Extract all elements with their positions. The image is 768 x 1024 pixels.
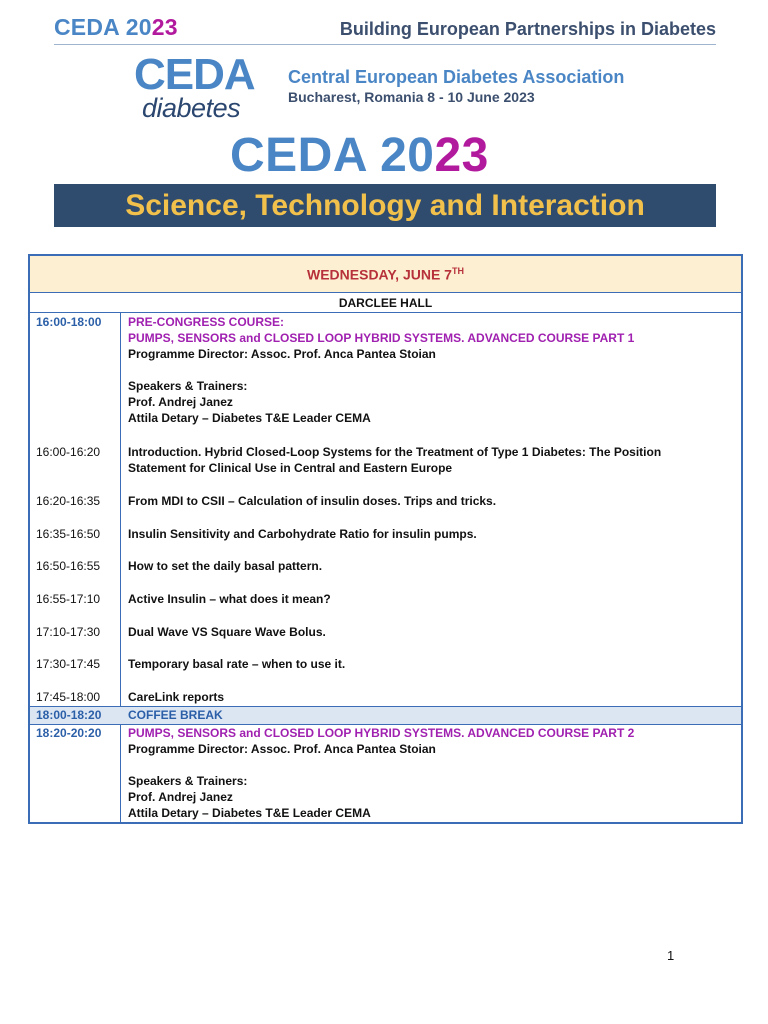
course-2-director: Programme Director: Assoc. Prof. Anca Pantea Stoian	[128, 742, 436, 756]
conference-header-bar	[54, 14, 716, 46]
course-1-speaker-2: Attila Detary – Diabetes T&E Leader CEMA	[128, 411, 371, 425]
session-title: Dual Wave VS Square Wave Bolus.	[128, 625, 326, 639]
course-1-time: 16:00-18:00	[36, 315, 102, 329]
day-text: WEDNESDAY, JUNE 7	[307, 266, 452, 283]
session-time: 16:55-17:10	[36, 592, 101, 606]
session-title: Active Insulin – what does it mean?	[128, 592, 331, 606]
conference-tagline: Building European Partnerships in Diabetes	[339, 19, 716, 39]
association-block	[288, 66, 624, 107]
ceda-diabetes-logo	[134, 50, 266, 124]
session-time: 17:45-18:00	[36, 690, 101, 704]
brand-mark	[54, 14, 178, 41]
schedule-table	[28, 254, 743, 824]
course-1-director: Programme Director: Assoc. Prof. Anca Pantea Stoian	[128, 347, 436, 361]
brand-year-first: 20	[125, 14, 152, 40]
coffee-break-time: 18:00-18:20	[36, 708, 102, 722]
session-title	[128, 444, 728, 476]
session-time: 16:00-16:20	[36, 445, 101, 459]
session-title-line-1: Introduction. Hybrid Closed-Loop Systems for the Treatment of Type 1 Diabetes: The Position	[128, 445, 662, 459]
session-time: 17:10-17:30	[36, 625, 101, 639]
hall-header	[30, 293, 741, 313]
brand-word: CEDA	[54, 14, 120, 40]
session-title: From MDI to CSII – Calculation of insulin doses. Trips and tricks.	[128, 494, 497, 508]
location-dates: Bucharest, Romania 8 - 10 June 2023	[288, 89, 535, 105]
course-2-content	[128, 725, 728, 821]
session-title: Temporary basal rate – when to use it.	[128, 657, 346, 671]
course-1-heading: PRE-CONGRESS COURSE:	[128, 315, 285, 329]
course-2-title: PUMPS, SENSORS and CLOSED LOOP HYBRID SYSTEMS. ADVANCED COURSE PART 2	[128, 726, 635, 740]
course-2-time: 18:20-20:20	[36, 726, 102, 740]
page-number: 1	[667, 948, 675, 963]
theme-banner	[54, 184, 716, 227]
header-divider	[54, 44, 716, 45]
main-title-year-first: 20	[380, 129, 435, 182]
session-title: How to set the daily basal pattern.	[128, 559, 323, 573]
course-2-speaker-1: Prof. Andrej Janez	[128, 790, 233, 804]
session-time: 16:50-16:55	[36, 559, 101, 573]
coffee-break-label: COFFEE BREAK	[128, 708, 223, 722]
column-divider	[120, 313, 121, 824]
session-title: Insulin Sensitivity and Carbohydrate Ratio for insulin pumps.	[128, 527, 477, 541]
course-2-speaker-2: Attila Detary – Diabetes T&E Leader CEMA	[128, 806, 371, 820]
main-title-word: CEDA	[230, 129, 367, 182]
course-1-content	[128, 314, 728, 426]
session-title: CareLink reports	[128, 690, 225, 704]
course-1-title: PUMPS, SENSORS and CLOSED LOOP HYBRID SYSTEMS. ADVANCED COURSE PART 1	[128, 331, 635, 345]
day-title	[307, 266, 464, 283]
logo-text-ceda: CEDA	[134, 50, 255, 99]
course-2-speakers-label: Speakers & Trainers:	[128, 774, 248, 788]
theme-banner-text: Science, Technology and Interaction	[125, 188, 645, 222]
session-time: 16:35-16:50	[36, 527, 101, 541]
session-title-line-2: Statement for Clinical Use in Central and Eastern Europe	[128, 461, 453, 475]
session-time: 17:30-17:45	[36, 657, 101, 671]
day-header	[30, 256, 741, 293]
brand-year-second: 23	[151, 14, 178, 40]
hall-name: DARCLEE HALL	[338, 295, 433, 310]
association-name: Central European Diabetes Association	[288, 67, 625, 87]
coffee-break-row	[30, 706, 741, 725]
day-ordinal: TH	[451, 265, 464, 276]
logo-text-diabetes: diabetes	[142, 93, 241, 123]
course-1-speakers-label: Speakers & Trainers:	[128, 379, 248, 393]
main-title	[230, 128, 489, 184]
main-title-year-second: 23	[434, 129, 489, 182]
course-1-speaker-1: Prof. Andrej Janez	[128, 395, 233, 409]
session-time: 16:20-16:35	[36, 494, 101, 508]
